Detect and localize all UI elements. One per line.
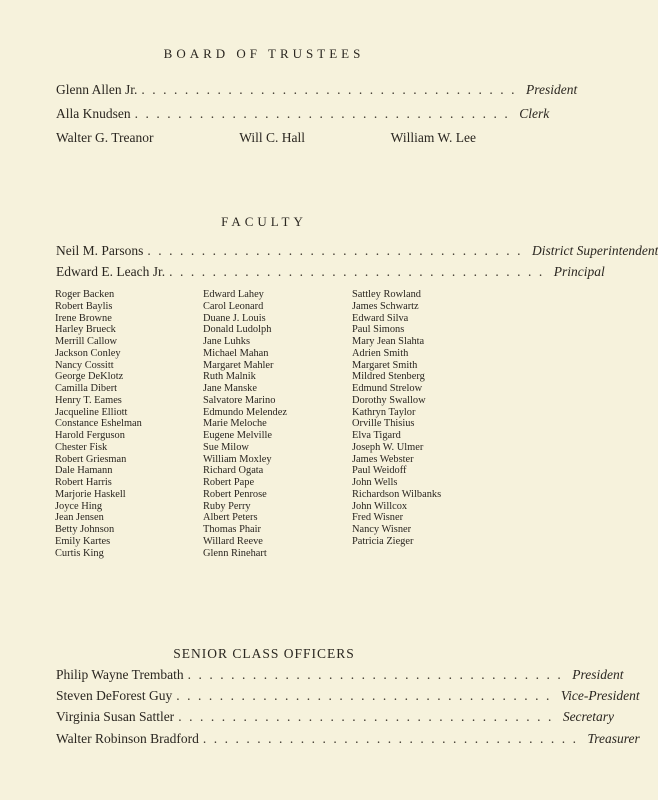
faculty-member: Joyce Hing (55, 500, 103, 512)
officer-title: Vice-President (560, 688, 640, 703)
leader-title: Principal (553, 264, 605, 279)
board-heading: BOARD OF TRUSTEES (163, 46, 365, 61)
faculty-member: Jane Luhks (203, 336, 251, 347)
faculty-member: Orville Thisius (352, 418, 415, 430)
officer-title: Secretary (562, 709, 615, 724)
faculty-member: Merrill Callow (55, 336, 118, 347)
officer-title: President (526, 82, 578, 97)
board-members (56, 130, 476, 146)
faculty-member: Betty Johnson (55, 524, 115, 535)
leader-dots: ................................... (176, 688, 557, 703)
faculty-member: John Wells (352, 477, 398, 488)
faculty-member: Fred Wisner (352, 512, 404, 524)
faculty-member: Emily Kartes (55, 535, 111, 547)
faculty-member: Harley Brueck (55, 324, 116, 336)
faculty-member: Jackson Conley (55, 347, 121, 359)
faculty-column (55, 289, 142, 559)
faculty-member: Curtis King (55, 547, 104, 559)
faculty-member: Kathryn Taylor (352, 406, 416, 418)
faculty-member: Nancy Cossitt (55, 359, 114, 371)
faculty-member: Ruth Malnik (203, 371, 256, 383)
faculty-leader-row (56, 264, 605, 282)
senior-officer-row (56, 688, 640, 706)
faculty-member: Joseph W. Ulmer (352, 441, 424, 453)
faculty-heading: FACULTY (221, 214, 307, 229)
officer-name: Virginia Susan Sattler (56, 709, 175, 724)
faculty-member: James Schwartz (352, 300, 419, 312)
senior-officer-row (56, 667, 624, 685)
officer-name: Walter Robinson Bradford (56, 731, 199, 746)
faculty-member: Edward Silva (352, 312, 409, 324)
faculty-member: Carol Leonard (203, 300, 264, 312)
leader-name: Neil M. Parsons (56, 243, 144, 258)
faculty-member: Nancy Wisner (352, 524, 412, 535)
leader-dots: ................................... (178, 709, 559, 724)
board-member: Will C. Hall (239, 130, 306, 145)
faculty-member: Edmundo Melendez (203, 406, 287, 418)
faculty-member: John Willcox (352, 500, 408, 512)
leader-dots: ................................... (134, 106, 516, 121)
faculty-member: Duane J. Louis (203, 312, 266, 324)
faculty-member: Glenn Rinehart (203, 547, 267, 559)
faculty-leader-row (56, 243, 658, 261)
faculty-member: Mildred Stenberg (352, 371, 425, 383)
faculty-member: Robert Penrose (203, 488, 267, 500)
senior-heading: SENIOR CLASS OFFICERS (173, 646, 355, 661)
senior-officer-row (56, 731, 640, 749)
faculty-member: Edmund Strelow (352, 383, 423, 394)
faculty-member: Patricia Zieger (352, 535, 414, 547)
faculty-member: Donald Ludolph (203, 324, 272, 336)
faculty-member: Mary Jean Slahta (352, 336, 425, 347)
faculty-member: Constance Eshelman (55, 418, 142, 430)
faculty-column (203, 289, 287, 559)
faculty-member: Edward Lahey (203, 289, 264, 300)
faculty-member: Ruby Perry (203, 500, 251, 512)
leader-name: Edward E. Leach Jr. (56, 264, 166, 279)
faculty-member: Marie Meloche (203, 418, 267, 430)
leader-dots: ................................... (202, 731, 584, 746)
officer-name: Alla Knudsen (56, 106, 131, 121)
leader-title: District Superintendent (532, 243, 658, 258)
faculty-member: Eugene Melville (203, 430, 272, 441)
faculty-member: Irene Browne (55, 312, 112, 324)
faculty-member: Marjorie Haskell (55, 488, 126, 500)
faculty-member: Richard Ogata (203, 465, 264, 477)
faculty-member: Salvatore Marino (203, 394, 276, 406)
faculty-member: George DeKlotz (55, 371, 124, 383)
faculty-member: Robert Pape (203, 477, 255, 488)
faculty-member: Sue Milow (203, 441, 249, 453)
faculty-member: Margaret Mahler (203, 359, 274, 371)
senior-officer-row (56, 709, 615, 727)
faculty-member: Richardson Wilbanks (352, 488, 442, 500)
faculty-member: Sattley Rowland (352, 289, 421, 300)
faculty-member: Jean Jensen (55, 512, 104, 524)
faculty-column (352, 289, 441, 548)
board-member: William W. Lee (390, 130, 476, 145)
officer-title: President (572, 667, 624, 682)
board-member: Walter G. Treanor (56, 130, 154, 145)
faculty-member: Jacqueline Elliott (55, 406, 128, 418)
faculty-member: William Moxley (203, 453, 272, 465)
faculty-member: Jane Manske (203, 383, 257, 394)
faculty-member: Elva Tigard (352, 430, 401, 441)
faculty-member: Albert Peters (203, 512, 258, 524)
faculty-member: Dorothy Swallow (352, 394, 426, 406)
leader-dots: ................................... (187, 667, 569, 682)
faculty-member: Thomas Phair (203, 524, 262, 535)
faculty-member: Paul Weidoff (352, 465, 407, 477)
faculty-member: Willard Reeve (203, 535, 263, 547)
faculty-member: Camilla Dibert (55, 383, 118, 394)
board-officer-row (56, 106, 550, 124)
faculty-member: Roger Backen (55, 289, 115, 300)
faculty-member: Adrien Smith (352, 347, 409, 359)
officer-name: Glenn Allen Jr. (56, 82, 138, 97)
faculty-member: Henry T. Eames (55, 394, 122, 406)
officer-name: Steven DeForest Guy (56, 688, 173, 703)
leader-dots: ................................... (141, 82, 522, 97)
faculty-member: Chester Fisk (55, 441, 108, 453)
faculty-member: Robert Harris (55, 477, 112, 488)
faculty-member: Paul Simons (352, 324, 405, 336)
faculty-member: Robert Baylis (55, 300, 113, 312)
faculty-member: Michael Mahan (203, 347, 269, 359)
faculty-member: Harold Ferguson (55, 430, 125, 441)
faculty-member: Margaret Smith (352, 359, 418, 371)
board-officer-row (56, 82, 578, 100)
faculty-member: James Webster (352, 453, 414, 465)
faculty-member: Dale Hamann (55, 465, 113, 477)
officer-title: Clerk (519, 106, 550, 121)
leader-dots: ................................... (147, 243, 528, 258)
officer-name: Philip Wayne Trembath (56, 667, 184, 682)
leader-dots: ................................... (169, 264, 550, 279)
officer-title: Treasurer (587, 731, 640, 746)
faculty-member: Robert Griesman (55, 453, 127, 465)
